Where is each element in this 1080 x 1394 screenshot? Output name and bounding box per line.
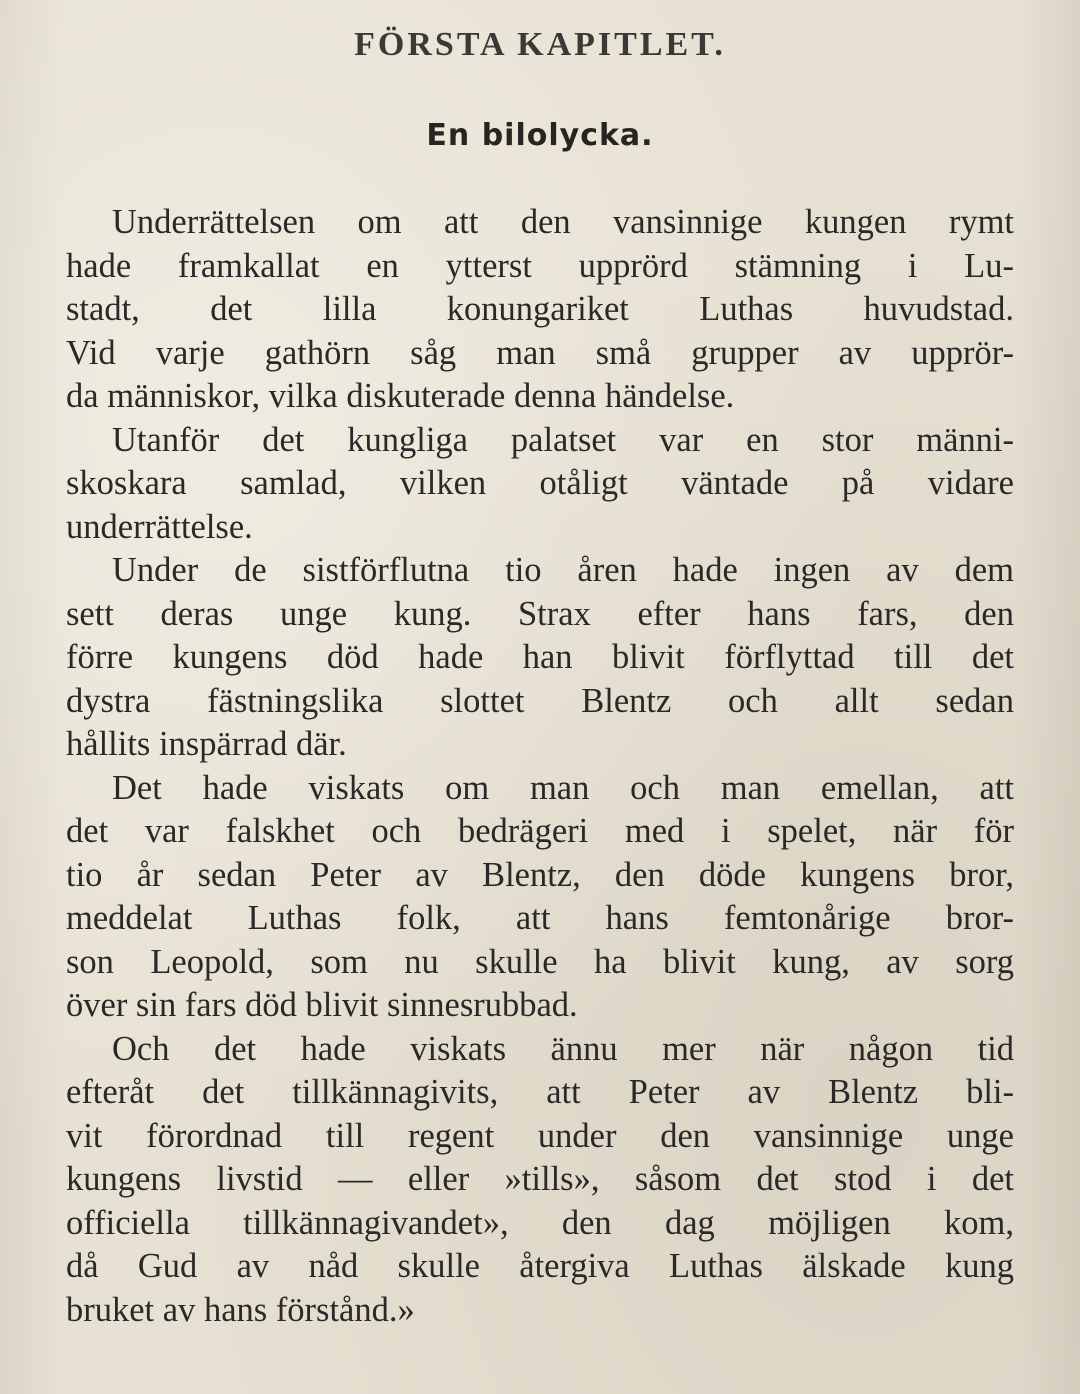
- text-line: Utanför det kungliga palatset var en stor männi-: [112, 420, 1014, 459]
- text-line: Under de sistförflutna tio åren hade ingen av dem: [112, 551, 1014, 589]
- text-line: förre kungens död hade han blivit förflyttad till det: [66, 638, 1014, 676]
- text-line: sett deras unge kung. Strax efter hans fars, den: [66, 594, 1014, 633]
- text-line: bruket av hans förstånd.»: [66, 1290, 415, 1329]
- paragraph: [66, 419, 1014, 550]
- text-line: över sin fars död blivit sinnesrubbad.: [66, 986, 578, 1024]
- text-line: stadt, det lilla konungariket Luthas huvudstad.: [66, 290, 1014, 328]
- chapter-heading: FÖRSTA KAPITLET.: [354, 26, 726, 63]
- paragraph: [66, 201, 1014, 419]
- text-line: hållits inspärrad där.: [66, 725, 347, 763]
- body-text: [66, 201, 1014, 1332]
- text-line: officiella tillkännagivandet», den dag möjligen kom,: [66, 1203, 1014, 1242]
- text-line: vit förordnad till regent under den vansinnige unge: [66, 1116, 1014, 1155]
- text-line: Vid varje gathörn såg man små grupper av upprör-: [66, 333, 1014, 372]
- text-line: då Gud av nåd skulle återgiva Luthas älskade kung: [66, 1247, 1014, 1285]
- paragraph: [66, 767, 1014, 1028]
- text-line: skoskara samlad, vilken otåligt väntade på vidare: [66, 464, 1014, 502]
- text-line: det var falskhet och bedrägeri med i spelet, när för: [66, 812, 1014, 850]
- text-line: tio år sedan Peter av Blentz, den döde kungens bror,: [66, 855, 1014, 894]
- chapter-title: En bilolycka.: [426, 118, 654, 153]
- text-line: Det hade viskats om man och man emellan, att: [112, 768, 1014, 807]
- text-line: efteråt det tillkännagivits, att Peter av Blentz bli-: [66, 1073, 1014, 1111]
- text-line: son Leopold, som nu skulle ha blivit kung, av sorg: [66, 942, 1014, 981]
- text-line: Och det hade viskats ännu mer när någon tid: [112, 1029, 1014, 1068]
- text-line: da människor, vilka diskuterade denna händelse.: [66, 377, 735, 415]
- text-line: Underrättelsen om att den vansinnige kungen rymt: [112, 203, 1014, 241]
- text-line: underrättelse.: [66, 507, 253, 546]
- text-line: meddelat Luthas folk, att hans femtonårige bror-: [66, 899, 1014, 937]
- paragraph: [66, 549, 1014, 767]
- paragraph: [66, 1028, 1014, 1333]
- text-line: hade framkallat en ytterst upprörd stämning i Lu-: [66, 246, 1014, 285]
- text-line: dystra fästningslika slottet Blentz och allt sedan: [66, 681, 1014, 720]
- text-line: kungens livstid — eller »tills», såsom det stod i det: [66, 1160, 1014, 1198]
